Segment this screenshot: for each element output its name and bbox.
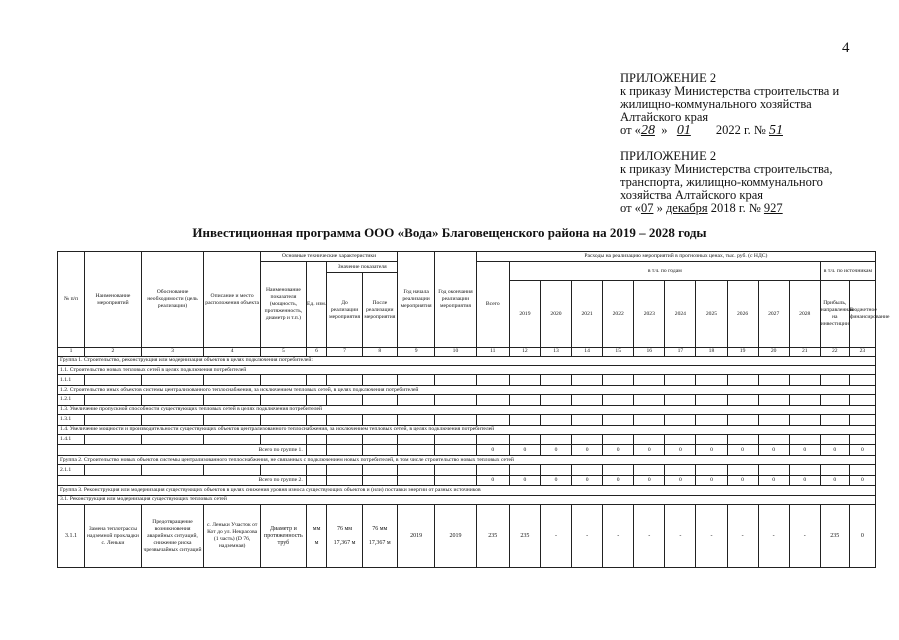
total-label: Всего по группе 2. — [58, 475, 307, 485]
col-number: 4 — [204, 348, 261, 356]
appendix-header-original — [620, 150, 832, 215]
appendix-date-line — [620, 202, 832, 215]
measure-before — [327, 505, 362, 568]
header-year: 2023 — [634, 281, 665, 348]
total-cell: 0 — [758, 475, 789, 485]
measure-end-year: 2019 — [435, 505, 476, 568]
total-cell: 0 — [509, 475, 540, 485]
group-heading: Группа 1. Строительство, реконструкция или модернизация объектов в целях подключения потребителей: — [58, 356, 876, 365]
header-name: Наименование мероприятий — [84, 252, 141, 348]
col-number: 22 — [820, 348, 849, 356]
total-cell: 0 — [696, 445, 727, 455]
header-by-years: в т.ч. по годам — [509, 262, 820, 281]
before-diameter: 76 мм — [337, 525, 353, 532]
appendix-date-line — [620, 124, 839, 137]
col-number: 11 — [476, 348, 509, 356]
measure-profit: 235 — [820, 505, 849, 568]
total-cell: 0 — [849, 445, 875, 455]
total-cell: 0 — [540, 445, 571, 455]
col-number: 14 — [572, 348, 603, 356]
header-start-year: Год начала реализации мероприятия — [397, 252, 434, 348]
appendix-line: жилищно-коммунального хозяйства — [620, 97, 812, 111]
table-row — [58, 505, 876, 568]
total-label: Всего по группе 1. — [58, 445, 307, 455]
row-number: 1.3.1 — [58, 415, 85, 425]
appendix-title: ПРИЛОЖЕНИЕ 2 — [620, 149, 717, 163]
measure-year-dash: - — [696, 505, 727, 568]
column-number-row — [58, 348, 876, 356]
header-description: Описание и место расположения объекта — [204, 252, 261, 348]
header-year: 2020 — [540, 281, 571, 348]
total-cell: 0 — [727, 445, 758, 455]
row-number: 3.1.1 — [58, 505, 85, 568]
group-heading: Группа 2. Строительство новых объектов системы централизованного теплоснабжения, не связанных с подключением новых потребителей, в том числе строительство новых тепловых сетей — [58, 455, 876, 464]
total-cell: 0 — [820, 445, 849, 455]
subgroup-heading: 1.1. Строительство новых тепловых сетей в целях подключения потребителей — [58, 365, 876, 374]
total-cell: 0 — [789, 475, 820, 485]
total-cell: 0 — [572, 445, 603, 455]
total-cell: 0 — [572, 475, 603, 485]
appendix-line: к приказу Министерства строительства, — [620, 162, 833, 176]
col-number: 1 — [58, 348, 85, 356]
date-prefix: от « — [620, 201, 641, 215]
total-cell: 0 — [665, 445, 696, 455]
measure-year-dash: - — [758, 505, 789, 568]
date-prefix: от « — [620, 123, 641, 137]
row-number: 1.4.1 — [58, 434, 85, 444]
measure-budget: 0 — [849, 505, 875, 568]
handwritten-number: 51 — [768, 123, 783, 138]
subgroup-heading: 1.3. Увеличение пропускной способности существующих тепловых сетей в целях подключения потребителей — [58, 405, 876, 414]
measure-start-year: 2019 — [397, 505, 434, 568]
group-heading: Группа 3. Реконструкция или модернизация существующих объектов в целях снижения уровня износа существующих объектов и (или) поставки энергии от разных источников — [58, 486, 876, 495]
date-day: 07 — [640, 201, 654, 215]
subgroup-heading: 3.1. Реконструкция или модернизация существующих тепловых сетей — [58, 495, 876, 504]
total-cell: 0 — [665, 475, 696, 485]
measure-year-dash: - — [634, 505, 665, 568]
row-number: 1.2.1 — [58, 395, 85, 405]
total-cell: 0 — [603, 445, 634, 455]
measure-year-dash: - — [572, 505, 603, 568]
subgroup-heading: 1.2. Строительство иных объектов системы централизованного теплоснабжения, за исключением тепловых сетей, в целях подключения потребителей — [58, 385, 876, 394]
measure-year-2019: 235 — [509, 505, 540, 568]
total-cell: 0 — [603, 475, 634, 485]
measure-year-dash: - — [540, 505, 571, 568]
col-number: 9 — [397, 348, 434, 356]
subgroup-heading: 1.4. Увеличение мощности и производительности существующих объектов централизованного теплоснабжения, за исключением тепловых сетей, в целях подключения потребителей — [58, 425, 876, 434]
header-year: 2021 — [572, 281, 603, 348]
header-by-sources: в т.ч. по источникам — [820, 262, 875, 281]
col-number: 17 — [665, 348, 696, 356]
appendix-line: Алтайского края — [620, 110, 709, 124]
date-month: декабря — [665, 201, 708, 215]
handwritten-day: 28 — [640, 123, 655, 138]
header-profit: Прибыль, направленная на инвестиции — [820, 281, 849, 348]
unit-m: м — [314, 539, 319, 546]
measure-year-dash: - — [727, 505, 758, 568]
before-length: 17,367 м — [333, 539, 356, 546]
header-year: 2024 — [665, 281, 696, 348]
row-number: 2.1.1 — [58, 465, 85, 475]
col-number: 23 — [849, 348, 875, 356]
after-length: 17,367 м — [368, 539, 391, 546]
total-cell: 0 — [634, 475, 665, 485]
col-number: 10 — [435, 348, 476, 356]
measure-justification: Предотвращение возникновения аварийных ситуаций, снижение риска чрезвычайных ситуаций — [141, 505, 203, 568]
header-end-year: Год окончания реализации мероприятия — [435, 252, 476, 348]
col-number: 18 — [696, 348, 727, 356]
header-indicator-value: Значение показателя — [327, 262, 398, 272]
group-total-row — [58, 445, 876, 455]
appendix-line: к приказу Министерства строительства и — [620, 84, 840, 98]
header-main-chars: Основные технические характеристики — [261, 252, 398, 262]
col-number: 13 — [540, 348, 571, 356]
unit-mm: мм — [312, 525, 321, 532]
measure-name: Замена теплотрассы надземной прокладки с. Леньки — [84, 505, 141, 568]
col-number: 8 — [362, 348, 397, 356]
measure-after — [362, 505, 397, 568]
measure-indicator: Диаметр и протяженность труб — [261, 505, 307, 568]
col-number: 16 — [634, 348, 665, 356]
measure-year-dash: - — [603, 505, 634, 568]
col-number: 19 — [727, 348, 758, 356]
header-justification: Обоснование необходимости (цель реализации) — [141, 252, 203, 348]
date-year: 2022 г. № — [715, 123, 766, 137]
measure-description: с. Леньки Участок от Кот до ул. Некрасова (1 часть) (D 76, надземная) — [204, 505, 261, 568]
header-year: 2027 — [758, 281, 789, 348]
col-number: 7 — [327, 348, 362, 356]
col-number: 15 — [603, 348, 634, 356]
total-cell: 0 — [789, 445, 820, 455]
total-cell: 0 — [509, 445, 540, 455]
header-year: 2019 — [509, 281, 540, 348]
total-cell: 0 — [476, 475, 509, 485]
header-unit: Ед. изм. — [306, 262, 327, 348]
after-diameter: 76 мм — [372, 525, 388, 532]
header-before: До реализации мероприятия — [327, 272, 362, 347]
total-cell: 0 — [758, 445, 789, 455]
header-expenses: Расходы на реализацию мероприятий в прогнозных ценах, тыс. руб. (с НДС) — [476, 252, 875, 262]
col-number: 12 — [509, 348, 540, 356]
header-indicator-name: Наименование показателя (мощность, протяженность, диаметр и т.п.) — [261, 262, 307, 348]
total-cell: 0 — [476, 445, 509, 455]
col-number: 2 — [84, 348, 141, 356]
col-number: 21 — [789, 348, 820, 356]
date-year: 2018 г. № — [710, 201, 761, 215]
investment-program-table — [57, 251, 890, 568]
handwritten-month: 01 — [676, 123, 691, 138]
header-year: 2022 — [603, 281, 634, 348]
header-budget: Бюджетное финансирование — [849, 281, 875, 348]
header-year: 2026 — [727, 281, 758, 348]
appendix-line: хозяйства Алтайского края — [620, 188, 763, 202]
measure-year-dash: - — [789, 505, 820, 568]
header-num: № п/п — [58, 252, 85, 348]
total-cell: 0 — [540, 475, 571, 485]
total-cell: 0 — [696, 475, 727, 485]
date-mid: » — [656, 201, 663, 215]
page-number: 4 — [842, 40, 850, 56]
appendix-header-current — [620, 72, 839, 137]
appendix-title: ПРИЛОЖЕНИЕ 2 — [620, 71, 717, 85]
total-cell: 0 — [727, 475, 758, 485]
group-total-row — [58, 475, 876, 485]
col-number: 3 — [141, 348, 203, 356]
total-cell: 0 — [849, 475, 875, 485]
appendix-line: транспорта, жилищно-коммунального — [620, 175, 823, 189]
row-number: 1.1.1 — [58, 375, 85, 385]
header-year: 2025 — [696, 281, 727, 348]
total-cell: 0 — [820, 475, 849, 485]
date-number: 927 — [763, 201, 783, 215]
header-after: После реализации мероприятия — [362, 272, 397, 347]
measure-total: 235 — [476, 505, 509, 568]
measure-year-dash: - — [665, 505, 696, 568]
date-mid: » — [661, 123, 668, 137]
col-number: 5 — [261, 348, 307, 356]
total-cell: 0 — [634, 445, 665, 455]
header-year: 2028 — [789, 281, 820, 348]
measure-unit — [306, 505, 327, 568]
document-title: Инвестиционная программа ООО «Вода» Благовещенского района на 2019 – 2028 годы — [192, 225, 707, 240]
col-number: 20 — [758, 348, 789, 356]
col-number: 6 — [306, 348, 327, 356]
header-total: Всего — [476, 262, 509, 348]
